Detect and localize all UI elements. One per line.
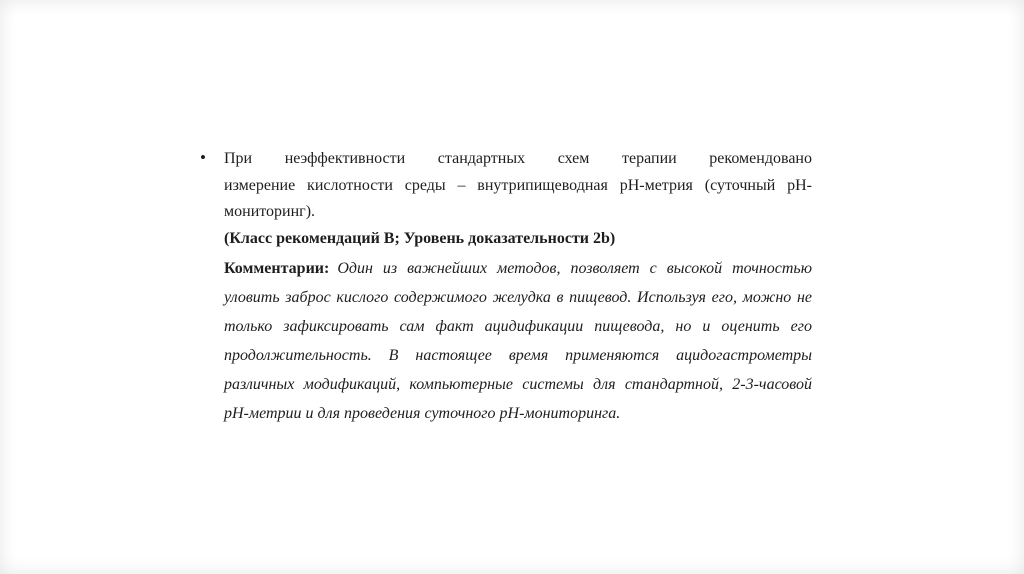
- bullet-marker: •: [200, 148, 206, 167]
- intro-line: мониторинг).: [224, 203, 316, 220]
- comment-paragraph: [224, 254, 812, 428]
- comment-line: только зафиксировать сам факт ацидификации пищевода, но и оценить его: [224, 318, 812, 335]
- comment-line: различных модификаций, компьютерные системы для стандартной, 2-3-часовой: [224, 376, 812, 393]
- comment-line: Один из важнейших методов, позволяет с высокой точностью: [337, 260, 812, 277]
- comment-line: уловить заброс кислого содержимого желудка в пищевод. Используя его, можно не: [224, 289, 812, 306]
- intro-line: измерение кислотности среды – внутрипищеводная pH-метрия (суточный pH-: [224, 176, 812, 194]
- intro-line: При неэффективности стандартных схем терапии рекомендовано: [224, 150, 812, 167]
- comment-line-first: [224, 254, 812, 283]
- comment-line: продолжительность. В настоящее время применяются ацидогастрометры: [224, 347, 812, 364]
- intro-paragraph: [224, 146, 812, 226]
- comment-label: Комментарии:: [224, 260, 330, 277]
- recommendation-class: (Класс рекомендаций B; Уровень доказательности 2b): [224, 230, 616, 247]
- comment-line: pH-метрии и для проведения суточного pH-мониторинга.: [224, 405, 621, 422]
